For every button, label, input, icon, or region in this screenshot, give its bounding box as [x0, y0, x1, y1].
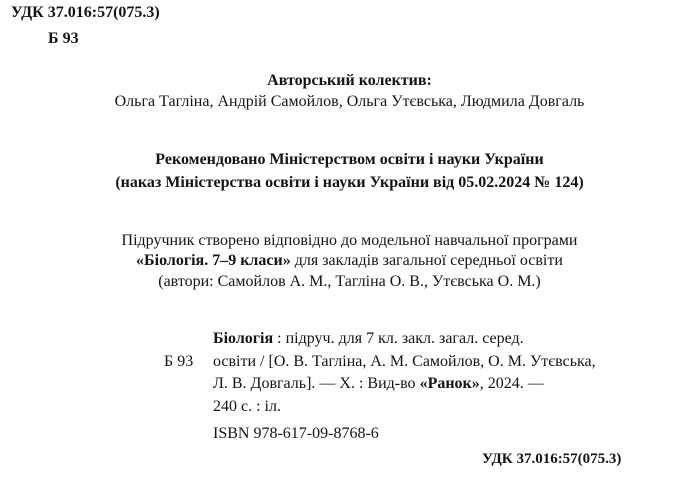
program-title: «Біологія. 7–9 класи» [136, 252, 291, 269]
udk-code-top: УДК 37.016:57(075.3) [11, 4, 160, 21]
authors-heading: Авторський колектив: [267, 72, 432, 89]
book-title: Біологія [213, 330, 274, 347]
authors-names: Ольга Тагліна, Андрій Самойлов, Ольга Утєвська, Людмила Довгаль [114, 93, 585, 110]
bibliographic-line-3-end: , 2024. — [479, 375, 544, 392]
program-note-line-3: (автори: Самойлов А. М., Тагліна О. В., Утєвська О. М.) [158, 273, 541, 290]
bbk-index-top: Б 93 [48, 30, 79, 47]
bibliographic-line-4: 240 с. : іл. [213, 398, 281, 415]
program-note-line-2-rest: для закладів загальної середньої освіти [290, 252, 563, 269]
bibliographic-line-2: освіти / [О. В. Тагліна, А. М. Самойлов, О. М. Утєвська, [213, 353, 596, 370]
bibliographic-line-3 [213, 376, 544, 392]
program-note-line-1: Підручник створено відповідно до модельної навчальної програми [121, 232, 578, 249]
bibliographic-line-3-start: Л. В. Довгаль]. — Х. : Вид-во [213, 375, 420, 392]
isbn: ISBN 978-617-09-8768-6 [213, 425, 379, 442]
bibliographic-line-1 [213, 331, 524, 347]
publisher-name: «Ранок» [419, 375, 480, 392]
program-note-line-2 [0, 253, 699, 269]
bibliographic-index: Б 93 [164, 353, 194, 370]
udk-code-bottom: УДК 37.016:57(075.3) [482, 451, 622, 467]
bibliographic-line-1-rest: : підруч. для 7 кл. закл. загал. серед. [273, 330, 524, 347]
recommendation-order: (наказ Міністерства освіти і науки України від 05.02.2024 № 124) [115, 174, 584, 191]
recommendation-line: Рекомендовано Міністерством освіти і науки України [155, 151, 544, 168]
